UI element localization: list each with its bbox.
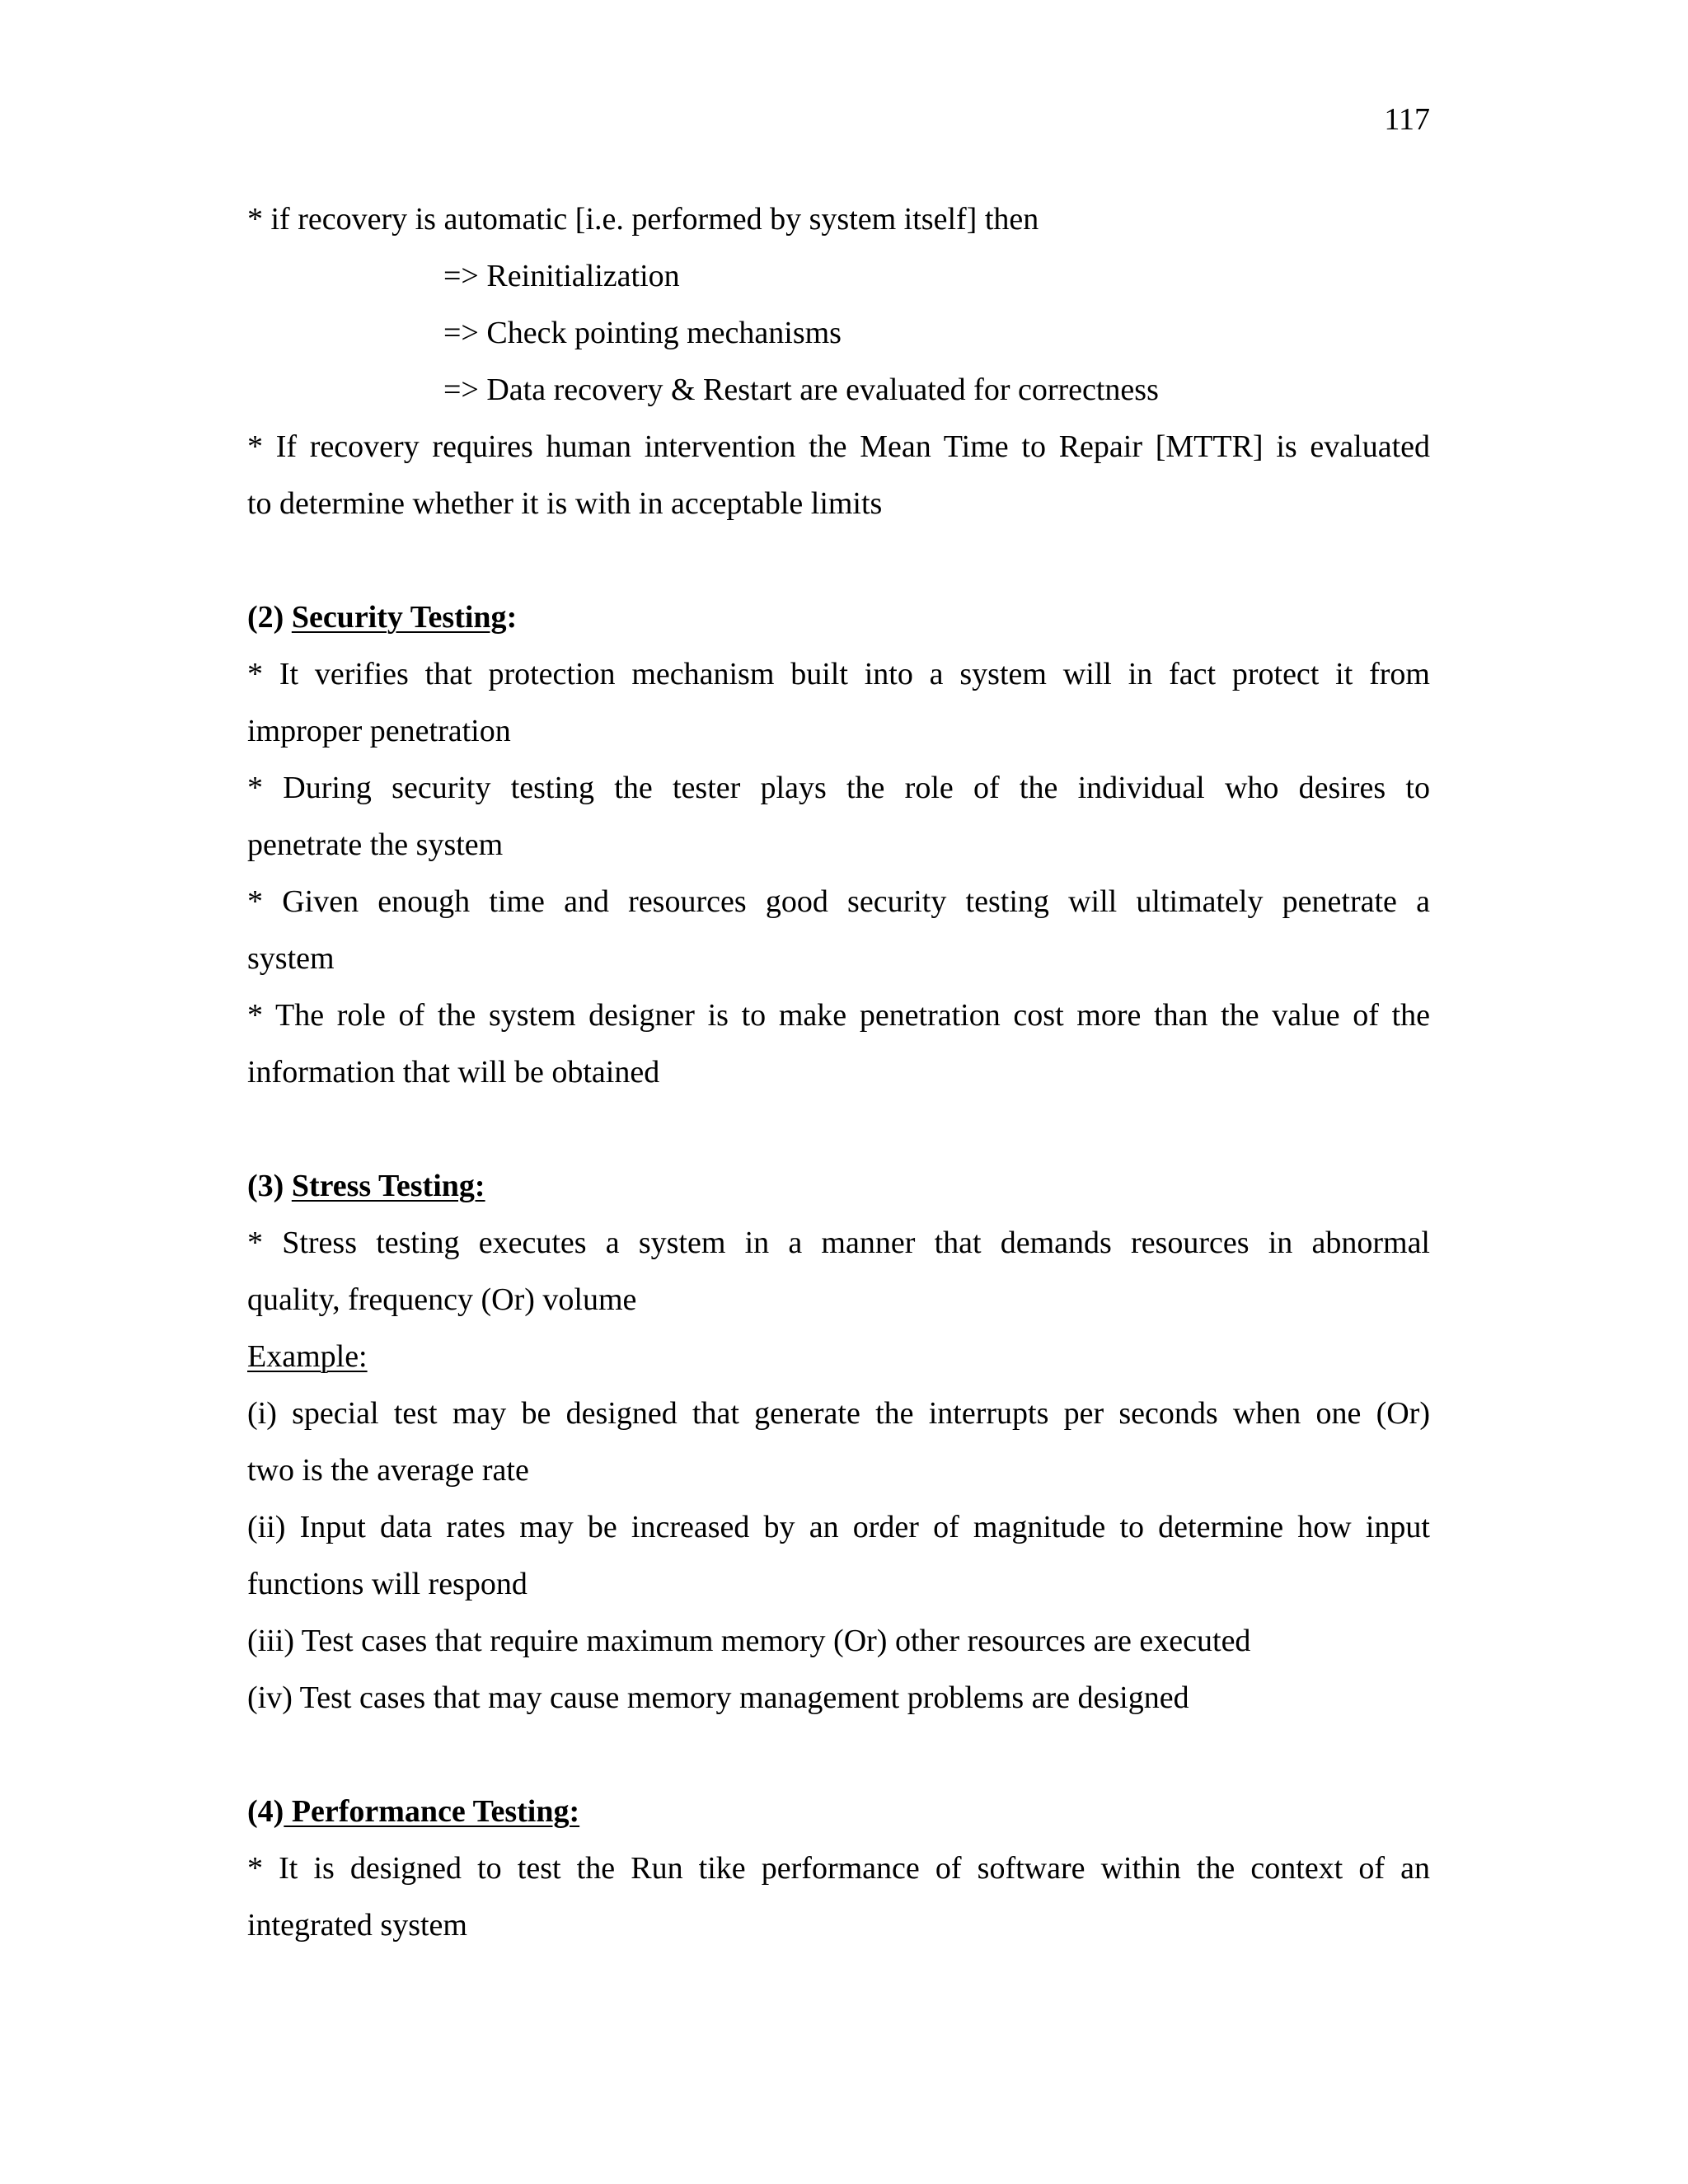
recovery-human-line-2: to determine whether it is with in acceptable limits	[247, 486, 883, 521]
security-line: * The role of the system designer is to make penetration cost more than the value of the	[247, 998, 1430, 1033]
security-heading	[247, 589, 1430, 646]
spacer	[247, 1727, 1430, 1783]
security-heading-colon: :	[506, 600, 518, 635]
recovery-auto-intro: * if recovery is automatic [i.e. performed by system itself] then	[247, 202, 1039, 237]
security-line: * It verifies that protection mechanism built into a system will in fact protect it from	[247, 657, 1430, 691]
stress-heading-number: (3)	[247, 1169, 292, 1203]
recovery-item-data-recovery: => Data recovery & Restart are evaluated for correctness	[443, 373, 1159, 407]
security-line: penetrate the system	[247, 827, 504, 862]
page-number: 117	[1384, 102, 1430, 137]
security-line: information that will be obtained	[247, 1055, 660, 1090]
recovery-item-checkpointing: => Check pointing mechanisms	[443, 316, 842, 350]
page-content	[247, 191, 1430, 1954]
performance-heading-number: (4)	[247, 1794, 284, 1829]
stress-line: quality, frequency (Or) volume	[247, 1282, 637, 1317]
stress-example-line: functions will respond	[247, 1567, 528, 1601]
stress-example-line: (ii) Input data rates may be increased by an order of magnitude to determine how input	[247, 1510, 1430, 1544]
security-heading-number: (2)	[247, 600, 292, 635]
recovery-human-line-1: * If recovery requires human intervention the Mean Time to Repair [MTTR] is evaluated	[247, 429, 1430, 464]
stress-example-line: (iii) Test cases that require maximum memory (Or) other resources are executed	[247, 1624, 1251, 1658]
spacer	[247, 532, 1430, 589]
stress-heading	[247, 1158, 1430, 1215]
recovery-item-reinitialization: => Reinitialization	[443, 259, 680, 293]
stress-heading-title: Stress Testing:	[291, 1169, 485, 1203]
stress-example-line: (i) special test may be designed that generate the interrupts per seconds when one (Or)	[247, 1396, 1430, 1431]
security-line: improper penetration	[247, 714, 511, 748]
stress-line: * Stress testing executes a system in a manner that demands resources in abnormal	[247, 1226, 1430, 1260]
spacer	[247, 1101, 1430, 1158]
performance-line: integrated system	[247, 1908, 467, 1943]
security-line: system	[247, 941, 335, 976]
stress-example-label	[247, 1329, 1430, 1385]
performance-heading-title: Performance Testing:	[284, 1794, 580, 1829]
stress-example-line: (iv) Test cases that may cause memory management problems are designed	[247, 1680, 1189, 1715]
security-line: * Given enough time and resources good security testing will ultimately penetrate a	[247, 884, 1430, 919]
performance-heading	[247, 1783, 1430, 1840]
security-line: * During security testing the tester plays the role of the individual who desires to	[247, 771, 1430, 805]
stress-example-label-text: Example:	[247, 1339, 368, 1374]
security-heading-title: Security Testing	[291, 600, 507, 635]
performance-line: * It is designed to test the Run tike performance of software within the context of an	[247, 1851, 1430, 1886]
stress-example-line: two is the average rate	[247, 1453, 529, 1488]
